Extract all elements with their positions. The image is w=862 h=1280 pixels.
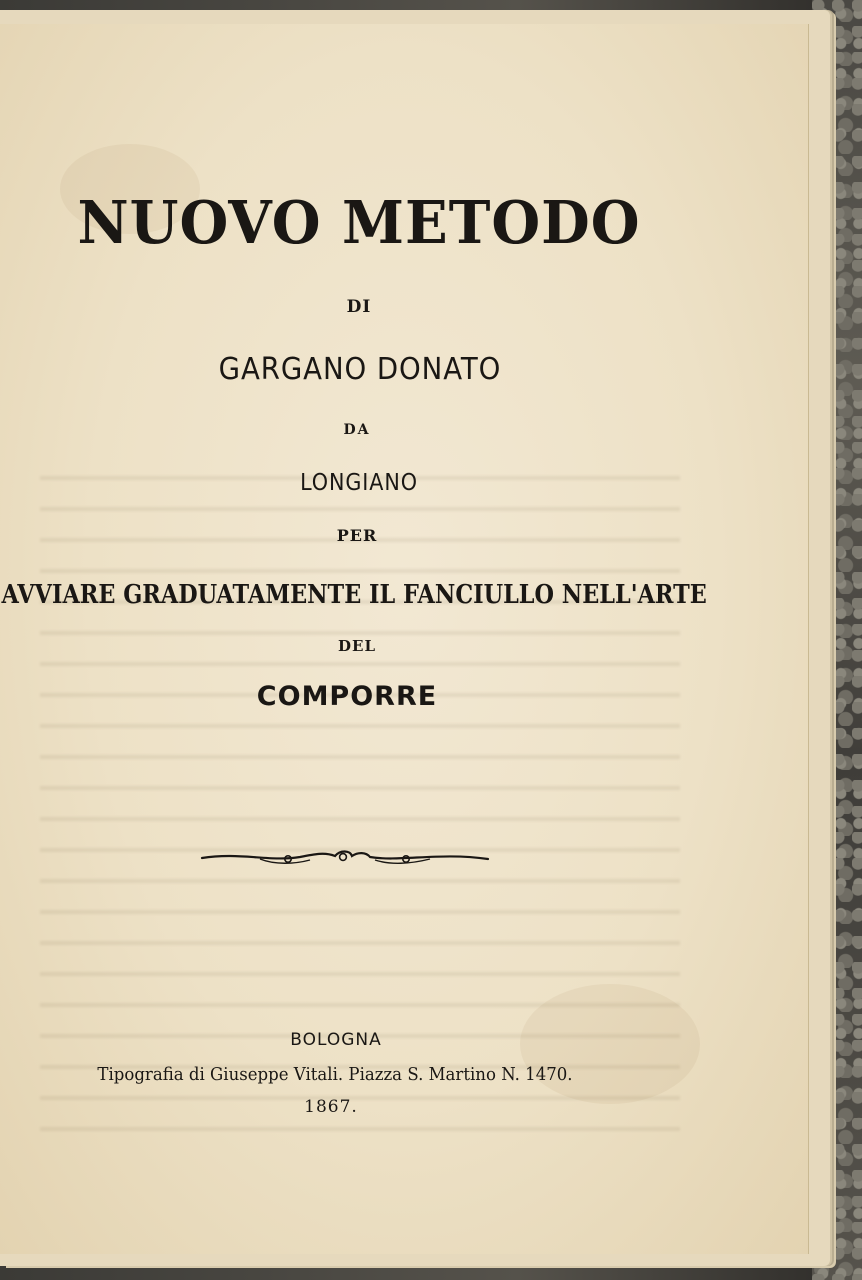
imprint-year: 1867. xyxy=(304,1097,358,1117)
title-connector-del: DEL xyxy=(338,637,376,655)
book-title: NUOVO METODO xyxy=(77,188,641,258)
title-connector-da: DA xyxy=(343,422,371,438)
title-connector-per: PER xyxy=(336,526,378,545)
title-connector-di: DI xyxy=(346,297,372,317)
author-name: GARGANO DONATO xyxy=(218,352,502,387)
imprint-printer: Tipografia di Giuseppe Vitali. Piazza S. Martino N. 1470. xyxy=(97,1064,573,1085)
author-place: LONGIANO xyxy=(300,470,418,496)
page-stack xyxy=(0,10,830,1266)
title-page xyxy=(0,24,809,1254)
imprint-city: BOLOGNA xyxy=(290,1030,382,1050)
book-subject: COMPORRE xyxy=(256,681,438,712)
book-subtitle: AVVIARE GRADUATAMENTE IL FANCIULLO NELL'ARTE xyxy=(1,580,707,610)
flourish-rule-icon xyxy=(200,844,490,874)
